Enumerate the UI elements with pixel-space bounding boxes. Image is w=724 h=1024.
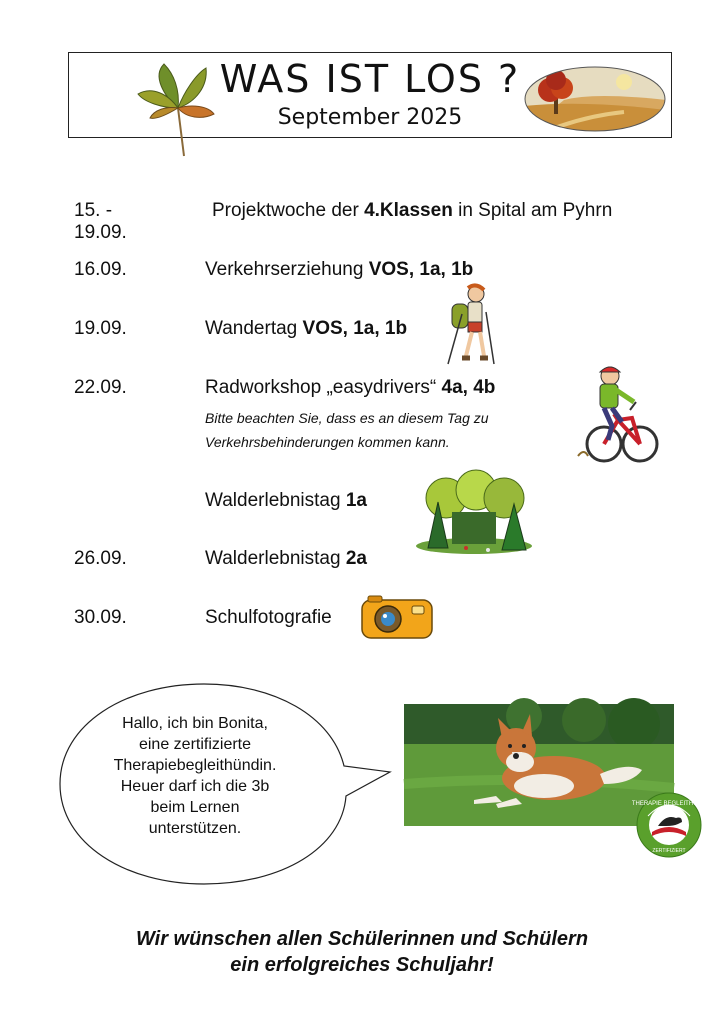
cyclist-icon <box>574 360 658 472</box>
badge-text-bottom: ZERTIFIZIERT <box>652 848 686 854</box>
page-subtitle: September 2025 <box>277 105 463 130</box>
bubble-text: Hallo, ich bin Bonita, eine zertifizierte Therapiebegleithündin. Heuer darf ich die 3b beim Lernen unterstützen. <box>113 715 277 837</box>
event-text: Projektwoche der 4.Klassen in Spital am Pyhrn <box>212 200 613 221</box>
event-text: Radworkshop „easydrivers“ 4a, 4b <box>205 377 496 398</box>
camera-icon <box>360 594 434 642</box>
event-date: 22.09. <box>74 377 127 398</box>
event-note: Bitte beachten Sie, dass es an diesem Tag zu Verkehrsbehinderungen kommen kann. <box>205 410 489 450</box>
therapy-dog-badge-icon <box>631 792 707 858</box>
autumn-landscape-icon <box>524 66 666 132</box>
event-date: 15. - 19.09. <box>74 200 127 243</box>
event-text: Schulfotografie <box>205 607 332 628</box>
hiker-icon <box>442 284 498 368</box>
event-text: Verkehrserziehung VOS, 1a, 1b <box>205 259 474 280</box>
event-text: Walderlebnistag 1a <box>205 490 367 511</box>
event-date: 30.09. <box>74 607 127 628</box>
footer-message: Wir wünschen allen Schülerinnen und Schülern ein erfolgreiches Schuljahr! <box>135 928 589 976</box>
dog-photo <box>404 704 674 826</box>
forest-icon <box>412 472 536 556</box>
event-text: Walderlebnistag 2a <box>205 548 367 569</box>
event-text: Wandertag VOS, 1a, 1b <box>205 318 408 339</box>
badge-text-top: THERAPIE BEGLEITHUND <box>631 801 707 807</box>
event-date: 16.09. <box>74 259 127 280</box>
event-date: 19.09. <box>74 318 127 339</box>
event-date: 26.09. <box>74 548 127 569</box>
page-title: WAS IST LOS ? <box>219 57 521 101</box>
chestnut-leaf-icon <box>134 56 218 162</box>
